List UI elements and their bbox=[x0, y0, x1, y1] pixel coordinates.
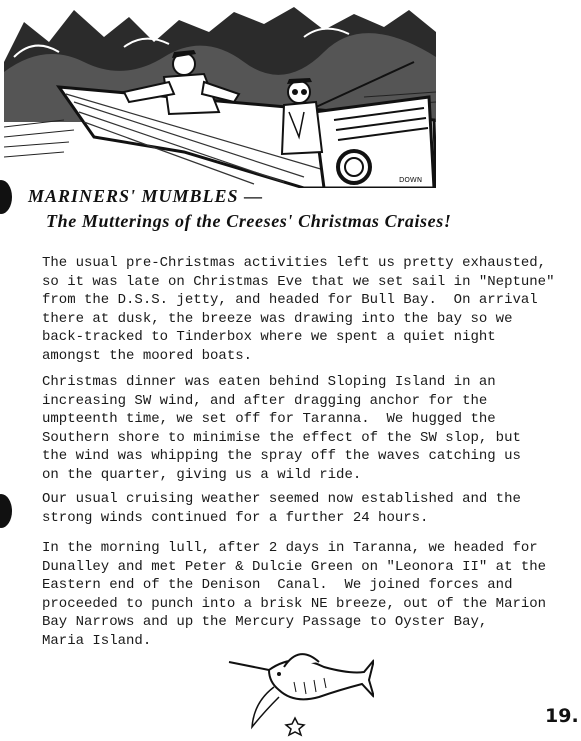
article-subtitle: The Mutterings of the Creeses' Christmas Craises! bbox=[46, 211, 452, 231]
article-title: MARINERS' MUMBLES — bbox=[28, 186, 264, 206]
paragraph-3: Our usual cruising weather seemed now established and the strong winds continued for a further 24 hours. bbox=[42, 491, 521, 526]
marlin-illustration bbox=[224, 642, 374, 738]
page-number: 19. bbox=[545, 705, 579, 727]
paragraph-2: Christmas dinner was eaten behind Sloping Island in an increasing SW wind, and after dragging anchor for the umpteenth time, we set off for Taranna. We hugged the Southern shore to minimise the effect of the SW slop, but the wind was whipping the spray off the waves catching us on the quarter, giving us a wild ride. bbox=[42, 374, 521, 483]
paragraph-1: The usual pre-Christmas activities left us pretty exhausted, so it was late on Christmas Eve that we set sail in "Neptune" from the D.S.S. jetty, and headed for Bull Bay. On arrival there at dusk, the breeze was drawing into the bay so we back-tracked to Tinderbox where we spent a quiet night amongst the moored boats. bbox=[42, 255, 555, 364]
svg-text:DOWN: DOWN bbox=[399, 176, 423, 184]
paragraph-4: In the morning lull, after 2 days in Taranna, we headed for Dunalley and met Peter & Dulcie Green on "Leonora II" at the Eastern end of the Denison Canal. We joined forces and proceeded to punch into a brisk NE breeze, out of the Marion Bay Narrows and up the Mercury Passage to Oyster Bay, Maria Island. bbox=[42, 540, 547, 649]
punch-hole bbox=[0, 494, 12, 528]
sailing-illustration bbox=[4, 2, 436, 188]
